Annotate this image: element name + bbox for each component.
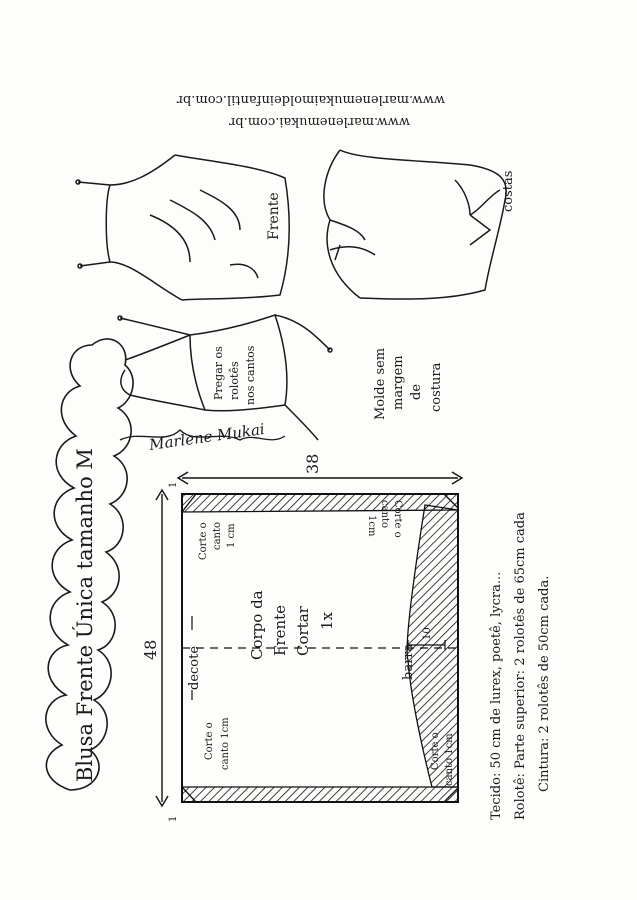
note-rolote-2: Cintura: 2 rolotês de 50cm cada. xyxy=(537,575,552,792)
decote-label: decote xyxy=(187,645,202,690)
svg-text:margem: margem xyxy=(391,355,406,410)
svg-text:canto 1cm: canto 1cm xyxy=(220,717,231,770)
svg-text:Pregar os: Pregar os xyxy=(212,346,225,400)
barra-depth-label: 10 xyxy=(422,627,433,640)
width-label: 38 xyxy=(303,453,322,474)
svg-text:Corpo da: Corpo da xyxy=(248,590,266,660)
barra-hatch-bottom xyxy=(182,787,458,802)
corte-canto-top-left xyxy=(198,522,237,560)
note-tecido: Tecido: 50 cm de lurex, poetê, lycra... xyxy=(489,571,504,820)
svg-text:canto: canto xyxy=(379,500,390,529)
svg-text:de: de xyxy=(409,383,424,400)
sketch-costas xyxy=(324,150,506,299)
sketch-pregar-label xyxy=(212,345,257,405)
sketch-frente xyxy=(76,155,289,300)
url-site: www.marlenemukai.com.br xyxy=(229,114,410,129)
svg-text:costura: costura xyxy=(429,362,444,412)
svg-text:1cm: 1cm xyxy=(366,515,377,537)
url-infantil: www.marlenemukaimoldeinfantil.com.br xyxy=(176,92,445,107)
svg-text:Corte o: Corte o xyxy=(430,732,441,770)
height-label: 48 xyxy=(141,639,160,660)
svg-text:Corte o: Corte o xyxy=(198,522,209,560)
sketch-frente-label: Frente xyxy=(266,192,282,240)
svg-text:Molde sem: Molde sem xyxy=(373,347,388,420)
note-rolote-1: Rolotê: Parte superior: 2 rolotês de 65cm cada xyxy=(513,512,528,820)
svg-text:1x: 1x xyxy=(318,611,336,630)
svg-text:rolotês: rolotês xyxy=(228,361,241,400)
molde-sem-margem-note xyxy=(373,348,444,420)
svg-text:canto 1cm: canto 1cm xyxy=(444,733,455,786)
title-cloud xyxy=(46,339,133,790)
title-text: Blusa Frente Única tamanho M xyxy=(73,448,97,782)
piece-label xyxy=(248,590,336,660)
svg-text:Frente: Frente xyxy=(271,604,289,656)
sketch-costas-label: costas xyxy=(501,170,516,212)
corner-one-top: 1 xyxy=(168,481,179,488)
svg-text:1 cm: 1 cm xyxy=(226,523,237,548)
corner-one-bottom: 1 xyxy=(168,815,179,822)
svg-text:Corte o: Corte o xyxy=(392,500,403,538)
svg-text:Corte o: Corte o xyxy=(204,722,215,760)
decote-hatch xyxy=(182,494,458,512)
sketch-garment-flat xyxy=(118,315,332,440)
corte-canto-bottom-left xyxy=(204,717,231,770)
barra-label: barra xyxy=(401,643,416,680)
signature xyxy=(120,420,285,454)
svg-text:nos cantos: nos cantos xyxy=(244,345,257,405)
svg-text:canto: canto xyxy=(212,521,223,550)
svg-text:Cortar: Cortar xyxy=(294,606,312,656)
svg-text:Marlene Mukai: Marlene Mukai xyxy=(148,419,266,454)
